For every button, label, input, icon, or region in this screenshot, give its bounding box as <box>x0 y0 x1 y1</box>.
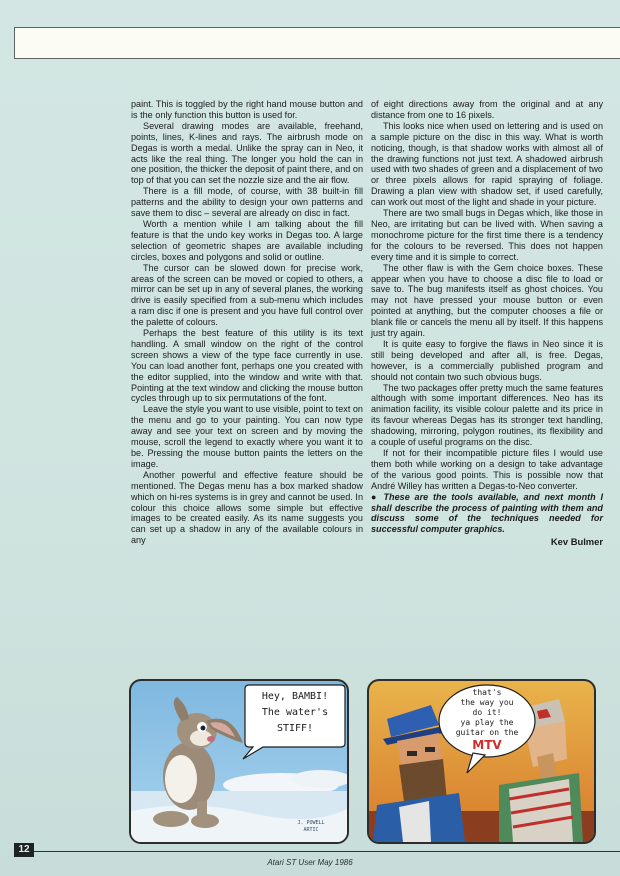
bubble-line: Hey, BAMBI! <box>261 691 329 702</box>
bubble-line: STIFF! <box>276 723 314 734</box>
paragraph: The cursor can be slowed down for precise work, areas of the screen can be moved or copied to others, a mirror can be set up in any of several planes, the working drive is easily specified from a sub-menu which includes a ram disc if one is present and you have full control over the palette of colours. <box>131 262 363 328</box>
bambi-illustration <box>131 681 347 842</box>
paragraph: Several drawing modes are available, freehand, points, lines, K-lines and rays. The airbrush mode on Degas is worth a medal. Unlike the spray can in Neo, it acts like the real thing. The longer you hold the can in one position, the thicker the deposit of paint there, and on top of that you can set the nozzle size and the air flow. <box>131 120 363 186</box>
paragraph: of eight directions away from the original and at any distance from one to 16 pixels. <box>371 99 603 120</box>
page-number: 12 <box>14 843 34 857</box>
paragraph: The two packages offer pretty much the same features although with some important differences. Neo has its animation facility, its visible colour palette and its price in its favour whereas Degas has its stronger text handling, shadowing, mirroring, polygon routines, its flexibility and a couple of useful programs on the disc. <box>371 382 603 448</box>
paragraph: If not for their incompatible picture files I would use them both while working on a design to take advantage of the various good points. This is possible now that André Willey has written a Degas-to-Neo converter. <box>371 448 603 491</box>
paragraph: It is quite easy to forgive the flaws in Neo since it is still being developed and after all, is free. Degas, however, is a commercially published program and should not contain two such obvious bugs. <box>371 338 603 382</box>
screenshot-mtv-picture <box>367 679 596 844</box>
closing-note: ● These are the tools available, and next month I shall describe the process of painting with them and discuss some of the techniques needed for successful computer graphics. <box>371 491 603 535</box>
author-byline: Kev Bulmer <box>550 536 603 548</box>
bubble-line: The water's <box>261 707 329 718</box>
paragraph: Perhaps the best feature of this utility is its text handling. A small window on the right of the control screen shows a view of the type face currently in use. You can load another font, perhaps one you created with the editor supplied, into the window and write with that. Pointing at the text window and clicking the mouse button cycles through up to six permutations of the font. <box>131 328 363 404</box>
footer-publication: Atari ST User May 1986 <box>267 858 353 867</box>
mtv-illustration <box>369 681 594 842</box>
artist-credit: J. POWELL <box>297 820 325 826</box>
paragraph: Worth a mention while I am talking about the fill feature is that the undo key works in Degas too. A large selection of geometric shapes are available including circles, boxes and polygons and solid or outline. <box>131 218 363 262</box>
paragraph: There is a fill mode, of course, with 38 built-in fill patterns and the ability to design your own patterns and save them to disc – several are already on disc in fact. <box>131 186 363 219</box>
article-column-right <box>371 99 603 548</box>
paragraph: Another powerful and effective feature should be mentioned. The Degas menu has a box marked shadow which on hi-res systems is in grey and cannot be used. In colour this choice allows some simple but effective images to be created easily. As its name suggests you can set up a shadow in any of the available colours in any <box>131 469 363 546</box>
footer-rule <box>14 851 620 852</box>
paragraph: Leave the style you want to use visible, point to text on the menu and go to your painting. You can now type away and see your text on screen and by moving the mouse, scroll the legend to exactly where you want it to be. Pressing the mouse button paints the letters on the image. <box>131 404 363 469</box>
paragraph: The other flaw is with the Gem choice boxes. These appear when you have to choose a disc file to load or save to. The bug manifests itself as ghost choices. You may not have pressed your mouse button or even pointed at anything, but the computer chooses a file or blank file or cancels the menu all by itself. If this happens just try again. <box>371 262 603 339</box>
bubble-line: ya play the <box>460 718 514 727</box>
paragraph: paint. This is toggled by the right hand mouse button and is the only function this button is used for. <box>131 99 363 120</box>
paragraph: This looks nice when used on lettering and is used on a sample picture on the disc in this way. What is worth noticing, though, is that shadow works with almost all of the drawing functions not just text. A shadowed airbrush used with two shades of green and a displacement of two or three pixels allows for rapid spraying of foliage. Drawing a plan view with shadow set, if used carefully, can work out most of the light and shade in your picture. <box>371 120 603 208</box>
header-banner <box>14 27 620 59</box>
bubble-line: the way you <box>460 698 514 707</box>
mtv-logo: MTV <box>472 738 502 752</box>
screenshot-bambi-picture <box>129 679 349 844</box>
paragraph: There are two small bugs in Degas which, like those in Neo, are irritating but can be lived with. When saving a monochrome picture for the first time there is a tendency for the colours to be reversed. This does not happen every time and it is simple to correct. <box>371 208 603 262</box>
artist-credit: ARTIC <box>303 827 319 833</box>
article-column-left <box>131 99 363 546</box>
bubble-line: do it! <box>472 708 502 717</box>
bubble-line: guitar on the <box>455 728 519 737</box>
bubble-line: that's <box>472 688 502 697</box>
